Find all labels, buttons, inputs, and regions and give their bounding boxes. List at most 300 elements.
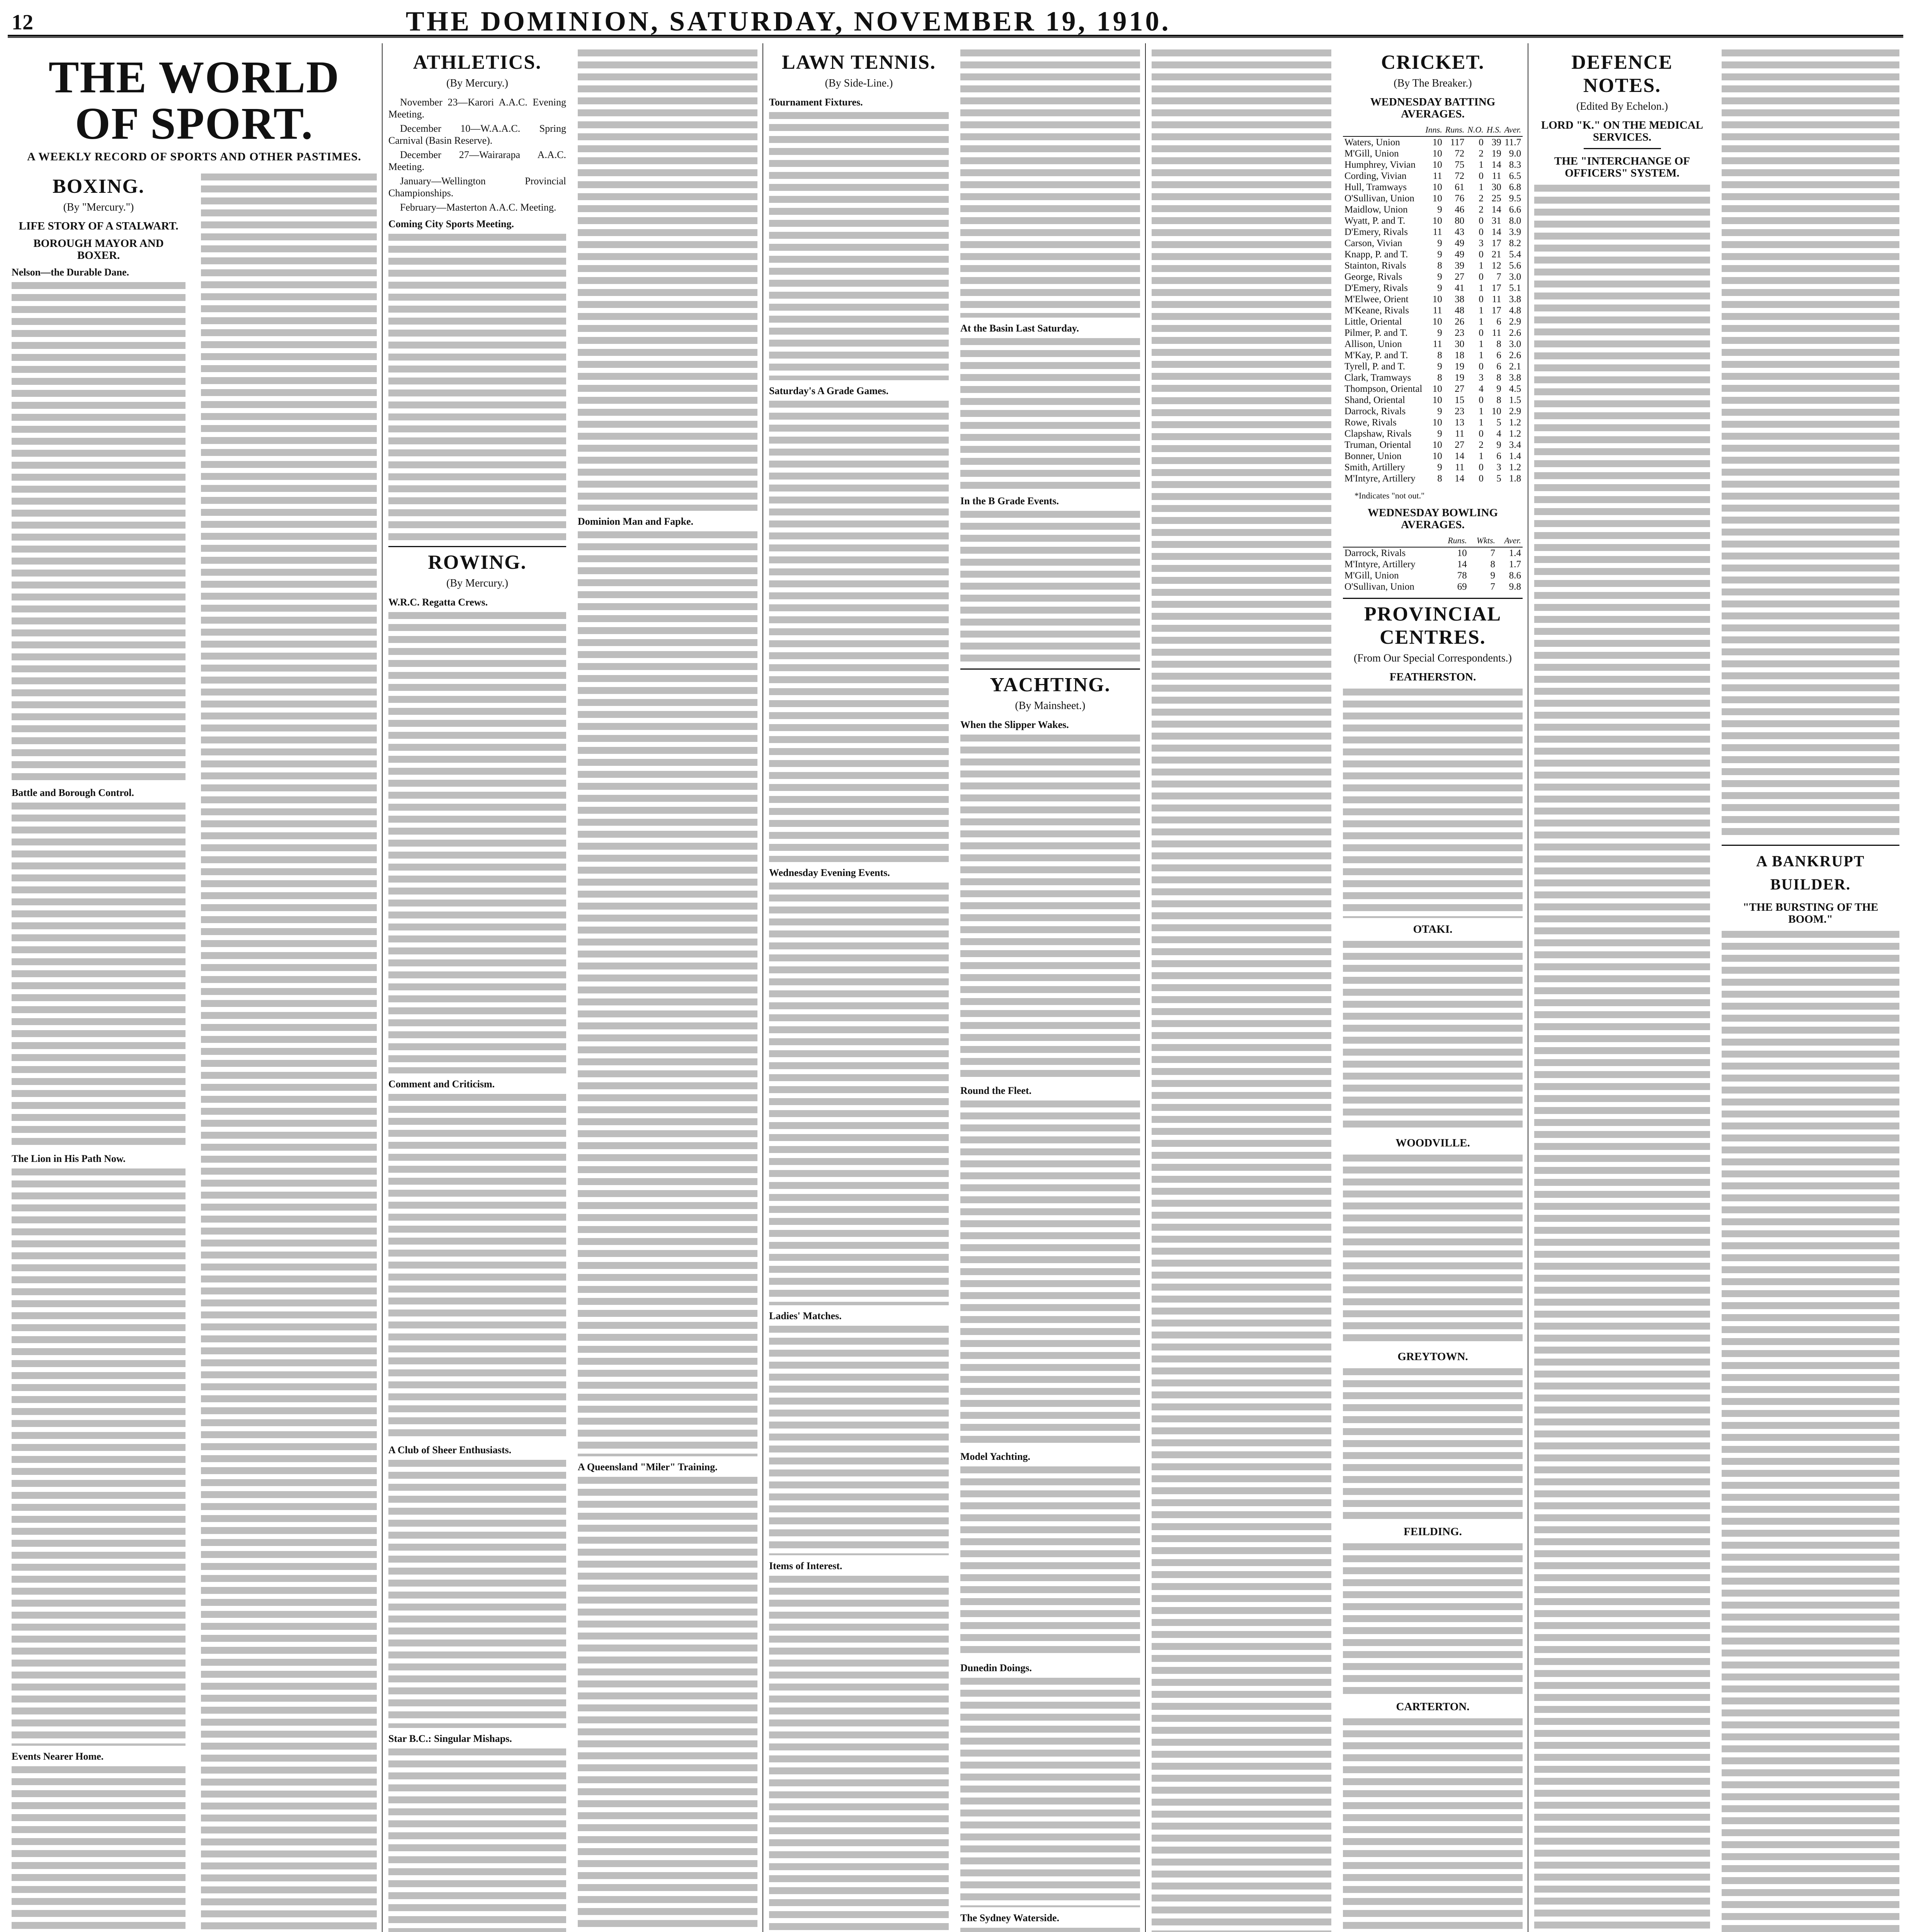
- tennis-text-3b: [960, 336, 1140, 490]
- batting-row: [1343, 406, 1523, 417]
- cricket-left: [1152, 47, 1331, 1932]
- table-cell: 1: [1479, 417, 1484, 428]
- rowing-head-4: A Club of Sheer Enthusiasts.: [388, 1444, 512, 1456]
- table-cell: 11.7: [1504, 137, 1521, 148]
- table-cell: 0: [1479, 294, 1484, 304]
- batting-row: [1343, 327, 1523, 338]
- table-cell: 13: [1455, 417, 1465, 428]
- batting-row: [1343, 193, 1523, 204]
- boxing-text-2: [12, 800, 185, 1148]
- table-cell: 2.6: [1509, 350, 1521, 361]
- place-featherston: FEATHERSTON.: [1389, 671, 1476, 683]
- boxing-text-3: [12, 1166, 185, 1746]
- table-cell: 14: [1491, 204, 1501, 215]
- table-cell: 11: [1433, 227, 1442, 237]
- page-number: 12: [12, 10, 33, 34]
- table-cell: 10: [1432, 182, 1442, 192]
- place-woodville: WOODVILLE.: [1395, 1137, 1470, 1149]
- table-cell: 0: [1479, 216, 1484, 226]
- table-cell: 0: [1479, 462, 1484, 473]
- yachting-head-5: The Sydney Waterside.: [960, 1912, 1059, 1923]
- table-cell: 48: [1455, 305, 1465, 316]
- athletics-fixture-1: November 23—Karori A.A.C. Evening Meeting.: [388, 97, 566, 120]
- table-cell: 1: [1479, 316, 1484, 327]
- rowing-section: [388, 546, 566, 1932]
- batting-row: [1343, 383, 1523, 395]
- table-cell: 12: [1491, 260, 1501, 271]
- table-cell: 4.5: [1509, 384, 1521, 394]
- table-cell: 21: [1491, 249, 1501, 260]
- table-cell: 15: [1455, 395, 1465, 405]
- column-sport: [12, 47, 377, 1932]
- table-cell: 3.9: [1509, 227, 1521, 237]
- table-cell: 3.0: [1509, 272, 1521, 282]
- table-cell: 0: [1479, 227, 1484, 237]
- table-cell: Clark, Tramways: [1344, 372, 1411, 383]
- table-cell: 19: [1491, 148, 1501, 159]
- table-cell: 17: [1491, 238, 1501, 248]
- tennis-left: [769, 47, 949, 1932]
- table-cell: 17: [1491, 283, 1501, 293]
- defence-rule: [1584, 148, 1661, 149]
- table-cell: 0: [1479, 272, 1484, 282]
- table-cell: 5: [1496, 417, 1501, 428]
- athletics-title: ATHLETICS.: [413, 51, 542, 73]
- table-cell: 9: [1437, 406, 1442, 417]
- table-cell: 4: [1496, 429, 1501, 439]
- table-cell: 31: [1491, 216, 1501, 226]
- table-cell: 18: [1455, 350, 1465, 361]
- boxing-left: [12, 171, 185, 1932]
- table-cell: 23: [1455, 328, 1465, 338]
- yachting-head-1: When the Slipper Wakes.: [960, 719, 1069, 730]
- table-cell: 11: [1455, 429, 1465, 439]
- table-cell: 75: [1455, 160, 1465, 170]
- column-rule: [762, 43, 763, 1932]
- table-cell: 10: [1491, 406, 1501, 417]
- table-cell: 7: [1490, 548, 1496, 558]
- table-cell: 8: [1490, 559, 1496, 570]
- defence-text-1: [1534, 182, 1710, 1932]
- rowing-text-4: [388, 1458, 566, 1728]
- table-cell: D'Emery, Rivals: [1344, 227, 1408, 237]
- table-cell: 8: [1437, 350, 1442, 361]
- defence-head-2: THE "INTERCHANGE OF OFFICERS" SYSTEM.: [1554, 155, 1690, 179]
- table-cell: 10: [1432, 417, 1442, 428]
- yachting-text-3: [960, 1464, 1140, 1657]
- bankrupt-title: A BANKRUPT BUILDER.: [1756, 852, 1865, 893]
- table-cell: 8: [1496, 372, 1501, 383]
- athletics-right: [578, 47, 757, 1932]
- boxing-head-3: The Lion in His Path Now.: [12, 1153, 126, 1164]
- batting-row: [1343, 238, 1523, 249]
- athletics-two-col: [388, 47, 757, 1932]
- table-cell: Cording, Vivian: [1344, 171, 1407, 181]
- table-cell: 1.2: [1509, 429, 1521, 439]
- column-rule: [382, 43, 383, 1932]
- table-cell: 6: [1496, 451, 1501, 461]
- place-feilding: FEILDING.: [1404, 1526, 1462, 1538]
- masthead-rule: [8, 37, 1903, 38]
- table-cell: Wyatt, P. and T.: [1344, 216, 1406, 226]
- table-cell: 1: [1479, 260, 1484, 271]
- table-cell: 117: [1450, 137, 1465, 148]
- athletics-fixture-4: January—Wellington Provincial Championships.: [388, 175, 566, 199]
- tennis-head-4: Wednesday Evening Events.: [769, 867, 890, 878]
- rowing-head-1: W.R.C. Regatta Crews.: [388, 597, 488, 608]
- batting-row: [1343, 260, 1523, 271]
- table-cell: 9: [1437, 429, 1442, 439]
- table-cell: 9: [1437, 328, 1442, 338]
- batting-row: [1343, 136, 1523, 148]
- table-cell: 5.6: [1509, 260, 1521, 271]
- batting-row: [1343, 473, 1523, 484]
- tennis-head-7: Items of Interest.: [769, 1560, 842, 1571]
- sport-subtitle: A WEEKLY RECORD OF SPORTS AND OTHER PASTIMES.: [27, 150, 361, 163]
- table-cell: 27: [1455, 384, 1465, 394]
- table-cell: 76: [1455, 193, 1465, 204]
- cricket-preceding-text: [1152, 47, 1331, 395]
- table-cell: 2: [1479, 204, 1484, 215]
- table-cell: 49: [1455, 238, 1465, 248]
- table-cell: 1: [1479, 350, 1484, 361]
- table-cell: 9: [1496, 440, 1501, 450]
- cricket-title: CRICKET.: [1381, 51, 1485, 73]
- table-cell: 2: [1479, 193, 1484, 204]
- bankrupt-text: [1722, 929, 1899, 1932]
- feilding-text: [1343, 1541, 1523, 1696]
- yachting-text-2: [960, 1098, 1140, 1446]
- boxing-text-6: [201, 171, 377, 1932]
- tennis-text-5: [960, 509, 1140, 663]
- bowling-row: [1343, 570, 1523, 581]
- yachting-head-2: Round the Fleet.: [960, 1085, 1032, 1096]
- table-cell: 2.1: [1509, 361, 1521, 372]
- table-cell: Humphrey, Vivian: [1344, 160, 1416, 170]
- table-cell: 1.8: [1509, 473, 1521, 484]
- table-cell: 1.4: [1509, 548, 1521, 558]
- table-cell: 11: [1492, 294, 1501, 304]
- table-cell: 11: [1433, 171, 1442, 181]
- athletics-fixture-5: February—Masterton A.A.C. Meeting.: [400, 202, 556, 213]
- batting-row: [1343, 338, 1523, 350]
- tennis-text-7: [769, 1573, 949, 1932]
- rowing-text-6: [578, 1475, 757, 1932]
- boxing-head-1: Nelson—the Durable Dane.: [12, 267, 129, 278]
- table-cell: 6.8: [1509, 182, 1521, 192]
- athletics-text-2: [578, 47, 757, 511]
- boxing-subhead: BOROUGH MAYOR AND BOXER.: [33, 237, 164, 262]
- table-cell: Hull, Tramways: [1344, 182, 1407, 192]
- table-cell: 6.6: [1509, 204, 1521, 215]
- table-cell: O'Sullivan, Union: [1344, 582, 1414, 592]
- batting-row: [1343, 372, 1523, 383]
- batting-row: [1343, 170, 1523, 182]
- batting-row: [1343, 148, 1523, 159]
- athletics-fixture-2: December 10—W.A.A.C. Spring Carnival (Basin Reserve).: [388, 123, 566, 146]
- table-cell: 9: [1490, 570, 1496, 581]
- defence-head-1: LORD "K." ON THE MEDICAL SERVICES.: [1541, 119, 1703, 143]
- table-cell: 5.4: [1509, 249, 1521, 260]
- bowling-row: [1343, 559, 1523, 570]
- table-cell: 6: [1496, 361, 1501, 372]
- table-cell: 27: [1455, 272, 1465, 282]
- column-header: N.O.: [1466, 123, 1485, 136]
- table-cell: 0: [1479, 429, 1484, 439]
- athletics-text: [388, 231, 566, 541]
- newspaper-page: [8, 5, 1903, 1932]
- batting-row: [1343, 462, 1523, 473]
- table-cell: Tyrell, P. and T.: [1344, 361, 1406, 372]
- table-cell: 4: [1479, 384, 1484, 394]
- yachting-text-1: [960, 732, 1140, 1080]
- place-carterton: CARTERTON.: [1396, 1701, 1470, 1713]
- boxing-byline: (By "Mercury."): [63, 201, 134, 213]
- batting-row: [1343, 305, 1523, 316]
- cricket-byline: (By The Breaker.): [1394, 77, 1472, 89]
- table-cell: 61: [1455, 182, 1465, 192]
- tennis-text-1: [769, 110, 949, 380]
- table-cell: Clapshaw, Rivals: [1344, 429, 1412, 439]
- otaki-text: [1343, 939, 1523, 1132]
- table-cell: Allison, Union: [1344, 339, 1402, 349]
- table-cell: 6: [1496, 350, 1501, 361]
- table-cell: 1: [1479, 339, 1484, 349]
- defence-byline: (Edited By Echelon.): [1576, 100, 1668, 112]
- table-cell: 1: [1479, 451, 1484, 461]
- table-cell: Shand, Oriental: [1344, 395, 1405, 405]
- cricket-right: [1343, 47, 1523, 1932]
- table-cell: Darrock, Rivals: [1344, 548, 1406, 558]
- table-cell: 0: [1479, 473, 1484, 484]
- tennis-head-1: Tournament Fixtures.: [769, 97, 863, 108]
- table-cell: 39: [1491, 137, 1501, 148]
- place-otaki: OTAKI.: [1413, 923, 1453, 935]
- table-cell: 2.9: [1509, 316, 1521, 327]
- column-defence: [1534, 47, 1899, 1932]
- table-cell: 10: [1457, 548, 1467, 558]
- table-cell: 3.8: [1509, 372, 1521, 383]
- table-cell: 2.9: [1509, 406, 1521, 417]
- provincial-byline: (From Our Special Correspondents.): [1353, 652, 1512, 664]
- batting-row: [1343, 215, 1523, 226]
- batting-row: [1343, 428, 1523, 439]
- table-cell: 10: [1432, 451, 1442, 461]
- yachting-head-3: Model Yachting.: [960, 1451, 1031, 1462]
- table-cell: 0: [1479, 328, 1484, 338]
- table-cell: 8.2: [1509, 238, 1521, 248]
- column-header: Wkts.: [1469, 534, 1497, 547]
- batting-title: WEDNESDAY BATTING AVERAGES.: [1370, 96, 1496, 120]
- table-cell: 3.0: [1509, 339, 1521, 349]
- batting-row: [1343, 395, 1523, 406]
- table-cell: M'Intyre, Artillery: [1344, 559, 1416, 570]
- table-cell: 1: [1479, 406, 1484, 417]
- table-cell: 1.5: [1509, 395, 1521, 405]
- table-cell: 1: [1479, 283, 1484, 293]
- tennis-text-6: [769, 1323, 949, 1555]
- tennis-head-3: At the Basin Last Saturday.: [960, 323, 1079, 334]
- table-cell: 9: [1496, 384, 1501, 394]
- sport-title: THE WORLD OF SPORT.: [48, 52, 340, 149]
- table-cell: 1.2: [1509, 417, 1521, 428]
- table-cell: 10: [1432, 294, 1442, 304]
- table-cell: 14: [1491, 227, 1501, 237]
- column-header: Aver.: [1503, 123, 1523, 136]
- tennis-right: [960, 47, 1140, 1932]
- table-cell: M'Keane, Rivals: [1344, 305, 1409, 316]
- table-cell: 14: [1455, 473, 1465, 484]
- table-cell: 10: [1432, 216, 1442, 226]
- table-cell: 3.8: [1509, 294, 1521, 304]
- bowling-table: [1343, 534, 1523, 592]
- table-cell: Pilmer, P. and T.: [1344, 328, 1408, 338]
- table-cell: 9.0: [1509, 148, 1521, 159]
- boxing-head-4: Events Nearer Home.: [12, 1751, 104, 1762]
- table-cell: Bonner, Union: [1344, 451, 1402, 461]
- table-cell: 19: [1455, 361, 1465, 372]
- defence-two-col: [1534, 47, 1899, 1932]
- carterton-text: [1343, 1716, 1523, 1932]
- table-cell: Maidlow, Union: [1344, 204, 1408, 215]
- table-cell: Smith, Artillery: [1344, 462, 1405, 473]
- yachting-byline: (By Mainsheet.): [1015, 700, 1086, 712]
- table-cell: 9: [1437, 249, 1442, 260]
- table-cell: 0: [1479, 249, 1484, 260]
- tennis-head-2: Saturday's A Grade Games.: [769, 385, 889, 396]
- table-cell: Knapp, P. and T.: [1344, 249, 1408, 260]
- rowing-text-1: [388, 610, 566, 1073]
- provincial-section: [1343, 598, 1523, 1932]
- table-cell: 6.5: [1509, 171, 1521, 181]
- tennis-title: LAWN TENNIS.: [782, 51, 936, 73]
- table-cell: 8: [1496, 339, 1501, 349]
- boxing-title: BOXING.: [53, 175, 145, 197]
- column-header: Aver.: [1497, 534, 1523, 547]
- table-cell: 8.6: [1509, 570, 1521, 581]
- table-cell: 1.7: [1509, 559, 1521, 570]
- table-cell: Stainton, Rivals: [1344, 260, 1406, 271]
- table-cell: 4.8: [1509, 305, 1521, 316]
- table-cell: 43: [1455, 227, 1465, 237]
- table-cell: 5.1: [1509, 283, 1521, 293]
- table-cell: 3: [1479, 238, 1484, 248]
- newspaper-title: THE DOMINION, SATURDAY, NOVEMBER 19, 1910.: [406, 6, 1171, 37]
- batting-note: *Indicates "not out.": [1355, 491, 1425, 500]
- cricket-two-col: [1152, 47, 1523, 1932]
- table-cell: 10: [1432, 193, 1442, 204]
- table-cell: 11: [1433, 305, 1442, 316]
- rowing-text-5: [388, 1746, 566, 1932]
- table-cell: 2: [1479, 148, 1484, 159]
- boxing-kicker: LIFE STORY OF A STALWART.: [19, 220, 179, 232]
- defence-title: DEFENCE NOTES.: [1571, 51, 1673, 97]
- column-rule: [1145, 43, 1146, 1932]
- tennis-text-4: [769, 880, 949, 1305]
- table-cell: 11: [1492, 328, 1501, 338]
- table-cell: George, Rivals: [1344, 272, 1402, 282]
- tennis-head-6: Ladies' Matches.: [769, 1310, 842, 1321]
- table-cell: 8.3: [1509, 160, 1521, 170]
- provincial-title: PROVINCIAL CENTRES.: [1364, 603, 1502, 648]
- table-cell: Rowe, Rivals: [1344, 417, 1397, 428]
- rowing-title: ROWING.: [428, 551, 527, 573]
- table-cell: 1: [1479, 305, 1484, 316]
- table-cell: 19: [1455, 372, 1465, 383]
- woodville-text: [1343, 1152, 1523, 1345]
- table-cell: 10: [1432, 384, 1442, 394]
- defence-text-2: [1722, 47, 1899, 839]
- boxing-head-2: Battle and Borough Control.: [12, 787, 134, 798]
- yachting-text-4: [960, 1675, 1140, 1907]
- yachting-title: YACHTING.: [990, 674, 1111, 696]
- table-cell: 39: [1455, 260, 1465, 271]
- table-cell: 6: [1496, 316, 1501, 327]
- athletics-head-1: Coming City Sports Meeting.: [388, 218, 514, 230]
- bankrupt-subhead: "THE BURSTING OF THE BOOM.": [1743, 901, 1879, 925]
- place-greytown: GREYTOWN.: [1397, 1350, 1468, 1363]
- table-cell: 9: [1437, 204, 1442, 215]
- table-cell: Carson, Vivian: [1344, 238, 1402, 248]
- table-cell: Truman, Oriental: [1344, 440, 1411, 450]
- table-cell: 1.2: [1509, 462, 1521, 473]
- table-cell: 80: [1455, 216, 1465, 226]
- boxing-text-1: [12, 280, 185, 782]
- table-cell: 11: [1433, 339, 1442, 349]
- bowling-row: [1343, 547, 1523, 559]
- bowling-row: [1343, 581, 1523, 592]
- table-cell: 9.5: [1509, 193, 1521, 204]
- table-cell: Thompson, Oriental: [1344, 384, 1423, 394]
- yachting-text-5: [960, 1925, 1140, 1932]
- table-cell: M'Kay, P. and T.: [1344, 350, 1408, 361]
- featherston-text: [1343, 686, 1523, 918]
- table-cell: M'Gill, Union: [1344, 570, 1399, 581]
- masthead: [8, 5, 1903, 37]
- bankrupt-section: [1722, 845, 1899, 1932]
- batting-row: [1343, 451, 1523, 462]
- bowling-title: WEDNESDAY BOWLING AVERAGES.: [1367, 507, 1498, 531]
- table-cell: 11: [1492, 171, 1501, 181]
- boxing-right: [201, 171, 377, 1932]
- table-cell: 8: [1437, 260, 1442, 271]
- table-cell: 30: [1491, 182, 1501, 192]
- defence-right: [1722, 47, 1899, 1932]
- table-cell: 9: [1437, 272, 1442, 282]
- batting-row: [1343, 417, 1523, 428]
- table-cell: 27: [1455, 440, 1465, 450]
- table-cell: 8: [1437, 473, 1442, 484]
- tennis-text-2: [769, 398, 949, 862]
- table-cell: 78: [1457, 570, 1467, 581]
- table-cell: Little, Oriental: [1344, 316, 1402, 327]
- table-cell: 5: [1496, 473, 1501, 484]
- table-cell: 7: [1496, 272, 1501, 282]
- table-cell: 3: [1479, 372, 1484, 383]
- table-cell: 23: [1455, 406, 1465, 417]
- table-cell: 38: [1455, 294, 1465, 304]
- table-cell: M'Intyre, Artillery: [1344, 473, 1416, 484]
- table-cell: 10: [1432, 440, 1442, 450]
- table-cell: 2: [1479, 440, 1484, 450]
- rowing-text-3: [388, 1092, 566, 1439]
- boxing-two-col: [12, 171, 377, 1932]
- column-header: [1343, 534, 1440, 547]
- table-cell: 3: [1496, 462, 1501, 473]
- table-cell: 11: [1455, 462, 1465, 473]
- table-cell: 9: [1437, 462, 1442, 473]
- table-cell: 10: [1432, 160, 1442, 170]
